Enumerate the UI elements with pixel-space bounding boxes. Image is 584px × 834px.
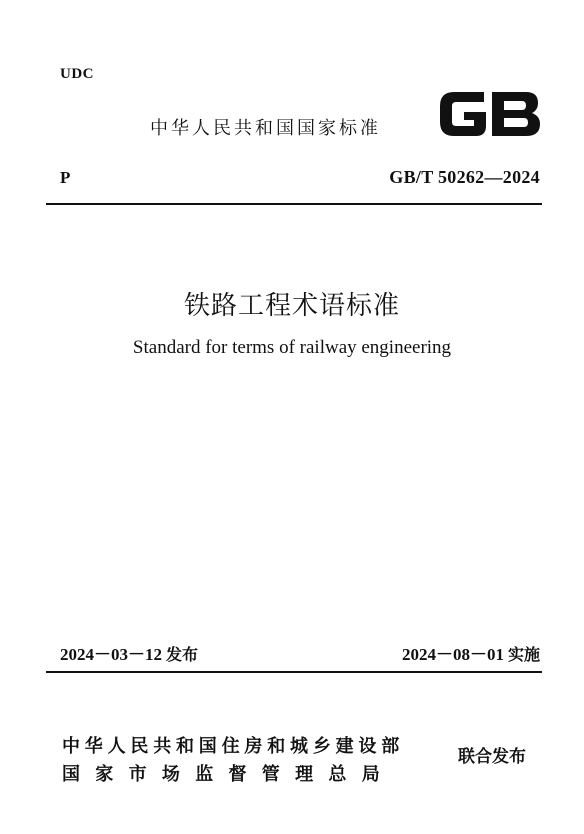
category-code: P — [60, 168, 71, 187]
bottom-divider — [46, 671, 542, 673]
title-chinese: 铁路工程术语标准 — [183, 291, 400, 321]
issue-label: 发布 — [166, 645, 199, 664]
implementation-date: 2024－08－01 — [401, 645, 504, 664]
title-english: Standard for terms of railway engineering — [132, 337, 452, 358]
gb-logo-b — [492, 92, 540, 136]
issuer-ministry: 中华人民共和国住房和城乡建设部 — [62, 736, 404, 757]
joint-issue-label: 联合发布 — [458, 747, 526, 767]
top-divider — [46, 203, 542, 205]
issue-date-line — [60, 640, 198, 665]
issue-date: 2024－03－12 — [60, 645, 162, 664]
gb-logo-g — [440, 92, 486, 136]
implementation-label: 实施 — [507, 645, 540, 664]
implementation-date-line — [402, 640, 540, 665]
national-standard-heading: 中华人民共和国国家标准 — [150, 118, 381, 139]
standard-code: GB/T 50262—2024 — [389, 167, 540, 187]
udc-label: UDC — [60, 66, 94, 82]
issuer-administration: 国家市场监督管理总局 — [62, 764, 395, 785]
gb-logo — [436, 86, 542, 142]
